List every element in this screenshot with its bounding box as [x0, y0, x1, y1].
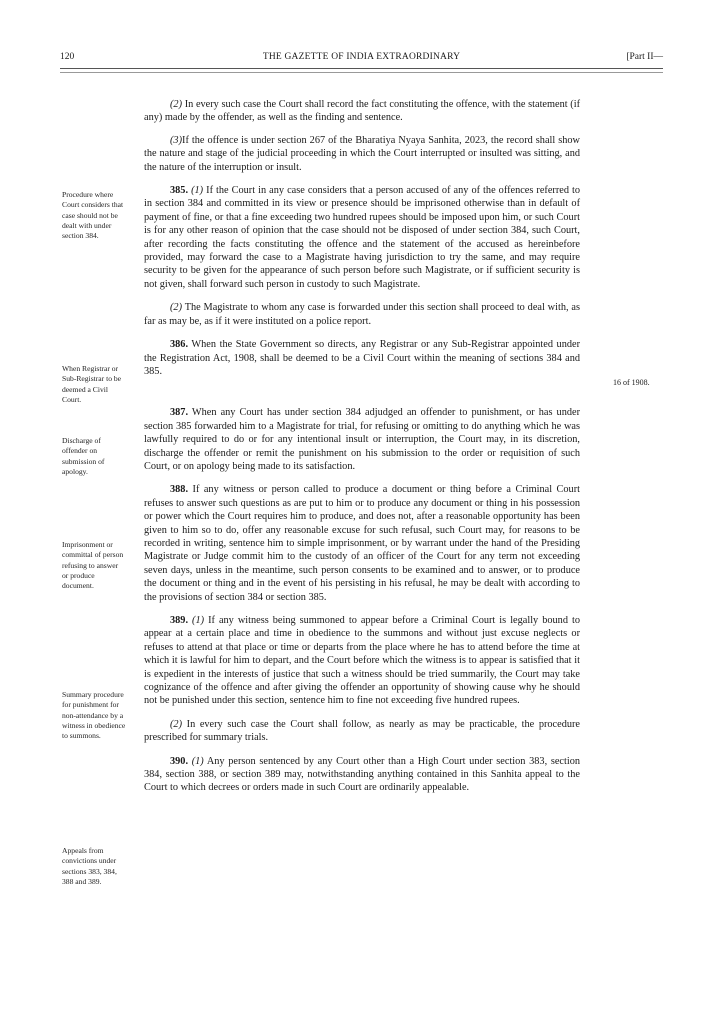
subsection-number: (1): [191, 185, 204, 197]
subsection-number: (1): [192, 615, 205, 626]
subsection-number: (2): [170, 99, 183, 110]
main-text: [144, 98, 580, 805]
paragraph-text: The Magistrate to whom any case is forwarded under this section shall proceed to deal with, as far as may be, as if it were instituted on a police report.: [144, 302, 580, 327]
subsection-number: (1): [191, 755, 204, 767]
section-388: [144, 483, 580, 604]
section-385: [144, 184, 580, 291]
paragraph-text: If any witness being summoned to appear before a Criminal Court is legally bound to appear at a certain place and time in obedience to the summons and without just excuse neglects or refuses to attend at that place or time or departs from the place where he has to attend before the time at which it is lawful for him to depart, and the Court before which the witness is to appear is satisfied that it is expedient in the interests of justice that such a witness should be tried summarily, the Court may take cognizance of the offence and after giving the offender an opportunity of showing cause why he should not be punished under this section, sentence him to fine not exceeding five hundred rupees.: [144, 615, 580, 707]
section-number: 390.: [170, 755, 189, 767]
paragraph-text: Any person sentenced by any Court other than a High Court under section 383, section 384, section 388, or section 389 may, notwithstanding anything contained in this Sanhita appeal to the Court to which decrees or orders made in such Court are ordinarily appealable.: [144, 755, 580, 794]
page-number: 120: [60, 52, 75, 62]
paragraph-text: In every such case the Court shall record the fact constituting the offence, with the statement (if any) made by the offender, as well as the finding and sentence.: [144, 99, 580, 124]
section-number: 388.: [170, 484, 189, 496]
part-label: [Part II—: [626, 52, 663, 62]
subsection-number: (2): [170, 302, 183, 314]
margin-note-390: Appeals from convictions under sections 383, 384, 388 and 389.: [62, 846, 117, 886]
paragraph: [144, 134, 580, 174]
header-rule: [60, 68, 663, 73]
section-number: 387.: [170, 407, 189, 419]
paragraph-text: In every such case the Court shall follow, as nearly as may be practicable, the procedure prescribed for summary trials.: [144, 718, 580, 744]
section-387: [144, 406, 580, 473]
margin-note-385: Procedure where Court considers that case should not be dealt with under section 384.: [62, 190, 124, 241]
section-389: [144, 614, 580, 708]
subsection-number: (3): [170, 134, 183, 146]
margin-note-389: Summary procedure for punishment for non-attendance by a witness in obedience to summons.: [62, 690, 126, 741]
section-number: 385.: [170, 185, 189, 197]
right-margin-note: 16 of 1908.: [613, 378, 650, 387]
section-number: 389.: [170, 615, 189, 626]
paragraph-text: If any witness or person called to produce a document or thing before a Criminal Court refuses to answer such questions as are put to him or to produce any document or thing in his possession or power which the Court requires him to produce, and does not, after a reasonable opportunity has been given to him so to do, offer any reasonable excuse for such refusal, such Court may, for reasons to be recorded in writing, sentence him to simple imprisonment, or by warrant under the hand of the Presiding Magistrate or Judge commit him to the custody of an officer of the Court for any term not exceeding seven days, unless in the meantime, such person consents to be examined and to answer, or to produce the document or thing and in the event of his persisting in his refusal, he may be dealt with according to the provisions of section 384 or section 385.: [144, 484, 580, 603]
section-386: [144, 338, 580, 378]
paragraph-text: If the Court in any case considers that a person accused of any of the offences referred to in section 384 and committed in its view or presence should be imprisoned otherwise than in default of payment of fine, or that a fine exceeding two hundred rupees should be imposed upon him, or such Court is for any other reason of opinion that the case should not be disposed of under section 384, such Court, after recording the facts constituting the offence and the statement of the accused as hereinbefore provided, may forward the case to a Magistrate having jurisdiction to try the same, and may require security to be given for the appearance of such person before such Magistrate, or if sufficient security is not given, shall forward such person in custody to such Magistrate.: [144, 185, 581, 290]
paragraph: [144, 98, 580, 125]
paragraph: [144, 301, 580, 328]
section-number: 386.: [170, 339, 189, 351]
margin-note-386: When Registrar or Sub-Registrar to be deemed a Civil Court.: [62, 364, 122, 404]
paragraph-text: When the State Government so directs, any Registrar or any Sub-Registrar appointed under the Registration Act, 1908, shall be deemed to be a Civil Court within the meaning of sections 384 and 385.: [144, 339, 580, 377]
subsection-number: (2): [170, 718, 183, 730]
page-header: [60, 52, 663, 66]
section-390: [144, 755, 580, 795]
margin-note-387: Discharge of offender on submission of apology.: [62, 436, 105, 476]
paragraph-text: If the offence is under section 267 of the Bharatiya Nyaya Sanhita, 2023, the record shall show the nature and stage of the judicial proceeding in which the Court interrupted or insulted was sitting, and the nature of the interruption or insult.: [144, 134, 580, 173]
gazette-title: THE GAZETTE OF INDIA EXTRAORDINARY: [262, 52, 461, 62]
margin-note-388: Imprisonment or committal of person refusing to answer or produce document.: [62, 540, 124, 591]
paragraph-text: When any Court has under section 384 adjudged an offender to punishment, or has under section 385 forwarded him to a Magistrate for trial, for refusing or omitting to do anything which he was lawfully required to do or for any intentional insult or interruption, the Court may, in its discretion, discharge the offender or remit the punishment on his submission to the order or requisition of such Court, or on apology being made to its satisfaction.: [144, 407, 581, 472]
paragraph: [144, 718, 580, 745]
